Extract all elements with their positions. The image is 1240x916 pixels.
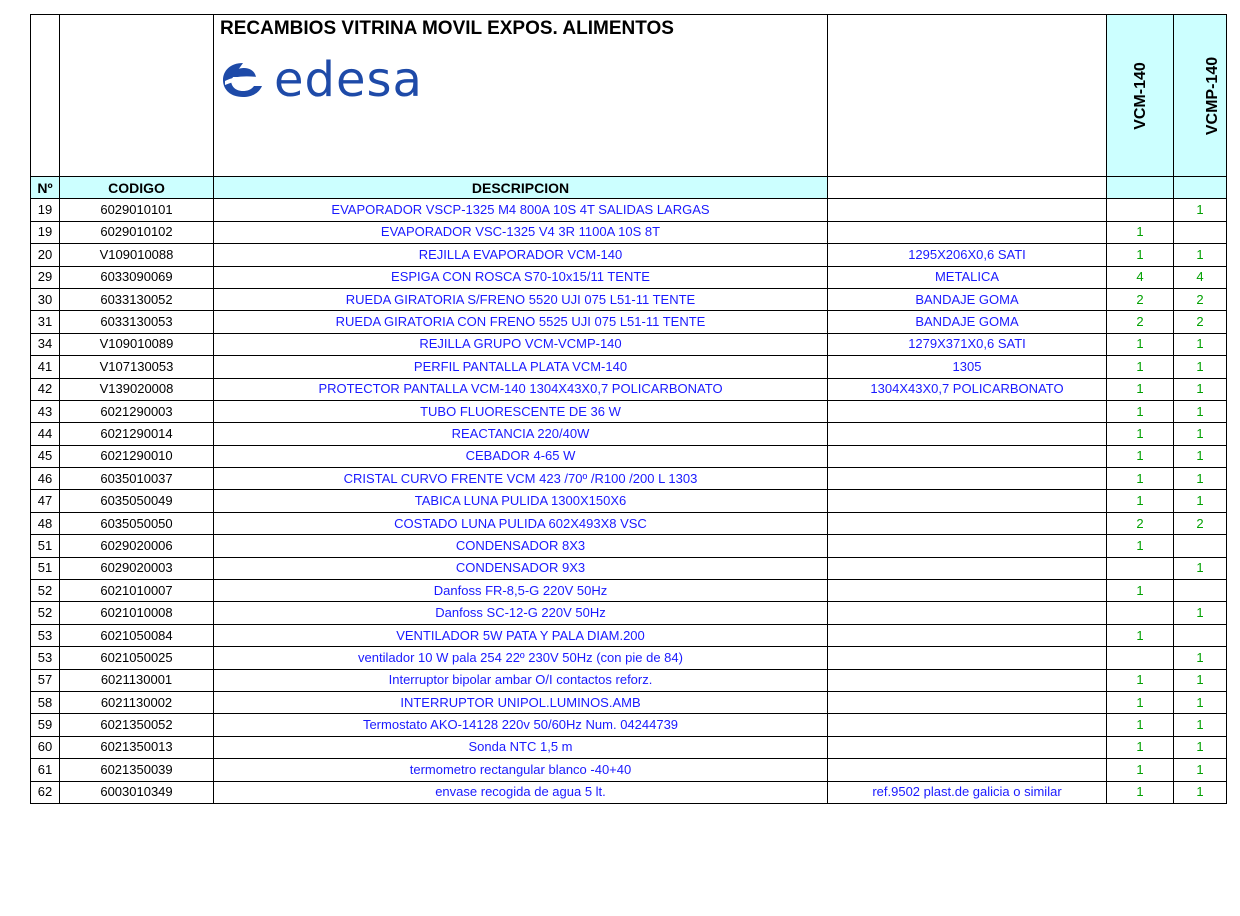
table-row — [31, 221, 1227, 243]
row-qty-vcm: 2 — [1107, 288, 1174, 310]
row-descripcion: CONDENSADOR 9X3 — [214, 557, 828, 579]
row-qty-vcm: 1 — [1107, 714, 1174, 736]
row-extra: 1295X206X0,6 SATI — [828, 244, 1107, 266]
row-qty-vcm — [1107, 602, 1174, 624]
row-codigo: 6033090069 — [60, 266, 214, 288]
table-row — [31, 580, 1227, 602]
table-row — [31, 490, 1227, 512]
row-number: 62 — [31, 781, 60, 803]
row-extra — [828, 759, 1107, 781]
table-row — [31, 669, 1227, 691]
row-number: 31 — [31, 311, 60, 333]
row-number: 51 — [31, 557, 60, 579]
row-descripcion: INTERRUPTOR UNIPOL.LUMINOS.AMB — [214, 691, 828, 713]
model-header-vcmp — [1174, 15, 1227, 177]
row-descripcion: ESPIGA CON ROSCA S70-10x15/11 TENTE — [214, 266, 828, 288]
row-qty-vcm: 1 — [1107, 535, 1174, 557]
row-qty-vcm: 1 — [1107, 244, 1174, 266]
row-number: 19 — [31, 199, 60, 221]
row-qty-vcmp — [1174, 580, 1227, 602]
row-codigo: 6035010037 — [60, 468, 214, 490]
title-row — [31, 15, 1227, 177]
table-row — [31, 311, 1227, 333]
table-row — [31, 624, 1227, 646]
row-qty-vcmp: 1 — [1174, 781, 1227, 803]
row-descripcion: Interruptor bipolar ambar O/I contactos reforz. — [214, 669, 828, 691]
row-codigo: V109010088 — [60, 244, 214, 266]
row-qty-vcm: 1 — [1107, 580, 1174, 602]
table-row — [31, 691, 1227, 713]
row-qty-vcmp: 1 — [1174, 244, 1227, 266]
row-qty-vcm — [1107, 557, 1174, 579]
row-qty-vcmp: 2 — [1174, 311, 1227, 333]
row-extra — [828, 423, 1107, 445]
row-codigo: 6021350039 — [60, 759, 214, 781]
row-descripcion: CONDENSADOR 8X3 — [214, 535, 828, 557]
row-codigo: 6021290010 — [60, 445, 214, 467]
row-number: 51 — [31, 535, 60, 557]
model-header-vcm — [1107, 15, 1174, 177]
row-codigo: 6033130053 — [60, 311, 214, 333]
row-codigo: 6035050050 — [60, 512, 214, 534]
row-qty-vcm: 1 — [1107, 356, 1174, 378]
table-row — [31, 266, 1227, 288]
title-cell — [214, 15, 828, 177]
row-qty-vcmp: 1 — [1174, 647, 1227, 669]
row-extra — [828, 512, 1107, 534]
row-descripcion: CRISTAL CURVO FRENTE VCM 423 /70º /R100 /200 L 1303 — [214, 468, 828, 490]
row-qty-vcm: 2 — [1107, 512, 1174, 534]
row-codigo: V139020008 — [60, 378, 214, 400]
row-number: 41 — [31, 356, 60, 378]
row-qty-vcm: 1 — [1107, 378, 1174, 400]
row-extra — [828, 490, 1107, 512]
row-number: 43 — [31, 400, 60, 422]
row-qty-vcmp: 1 — [1174, 333, 1227, 355]
logo-wordmark: edesa — [274, 52, 423, 108]
row-extra — [828, 736, 1107, 758]
row-qty-vcmp — [1174, 535, 1227, 557]
header-blank — [828, 177, 1107, 199]
table-row — [31, 647, 1227, 669]
row-number: 19 — [31, 221, 60, 243]
row-number: 29 — [31, 266, 60, 288]
row-descripcion: Sonda NTC 1,5 m — [214, 736, 828, 758]
row-number: 30 — [31, 288, 60, 310]
row-number: 53 — [31, 624, 60, 646]
row-codigo: 6003010349 — [60, 781, 214, 803]
edesa-logo — [220, 52, 827, 108]
row-extra — [828, 445, 1107, 467]
row-qty-vcm: 1 — [1107, 445, 1174, 467]
row-qty-vcmp: 1 — [1174, 445, 1227, 467]
row-qty-vcmp — [1174, 624, 1227, 646]
row-descripcion: ventilador 10 W pala 254 22º 230V 50Hz (con pie de 84) — [214, 647, 828, 669]
row-extra: BANDAJE GOMA — [828, 288, 1107, 310]
row-extra — [828, 647, 1107, 669]
row-extra — [828, 602, 1107, 624]
table-row — [31, 400, 1227, 422]
row-qty-vcmp: 1 — [1174, 490, 1227, 512]
row-number: 58 — [31, 691, 60, 713]
blank-cell — [60, 15, 214, 177]
blank-cell — [31, 15, 60, 177]
row-extra: METALICA — [828, 266, 1107, 288]
row-qty-vcm: 1 — [1107, 781, 1174, 803]
row-qty-vcmp: 1 — [1174, 714, 1227, 736]
row-codigo: 6033130052 — [60, 288, 214, 310]
row-qty-vcmp: 1 — [1174, 468, 1227, 490]
row-descripcion: Danfoss SC-12-G 220V 50Hz — [214, 602, 828, 624]
row-qty-vcm: 1 — [1107, 669, 1174, 691]
row-descripcion: REACTANCIA 220/40W — [214, 423, 828, 445]
row-number: 48 — [31, 512, 60, 534]
row-number: 45 — [31, 445, 60, 467]
row-number: 20 — [31, 244, 60, 266]
row-qty-vcm: 1 — [1107, 736, 1174, 758]
row-codigo: V107130053 — [60, 356, 214, 378]
header-codigo: CODIGO — [60, 177, 214, 199]
table-row — [31, 512, 1227, 534]
table-row — [31, 445, 1227, 467]
row-codigo: 6029020003 — [60, 557, 214, 579]
row-qty-vcm: 1 — [1107, 624, 1174, 646]
row-codigo: 6021290003 — [60, 400, 214, 422]
row-extra: 1305 — [828, 356, 1107, 378]
row-qty-vcmp: 1 — [1174, 691, 1227, 713]
row-extra: ref.9502 plast.de galicia o similar — [828, 781, 1107, 803]
row-codigo: 6029010101 — [60, 199, 214, 221]
row-codigo: 6021050084 — [60, 624, 214, 646]
row-qty-vcmp: 1 — [1174, 356, 1227, 378]
row-qty-vcm: 4 — [1107, 266, 1174, 288]
row-extra — [828, 669, 1107, 691]
row-qty-vcmp: 1 — [1174, 400, 1227, 422]
row-qty-vcmp: 4 — [1174, 266, 1227, 288]
row-extra — [828, 714, 1107, 736]
row-number: 57 — [31, 669, 60, 691]
row-qty-vcm: 1 — [1107, 490, 1174, 512]
row-qty-vcmp: 2 — [1174, 512, 1227, 534]
row-codigo: 6021010007 — [60, 580, 214, 602]
row-codigo: 6021050025 — [60, 647, 214, 669]
row-qty-vcm: 1 — [1107, 691, 1174, 713]
table-row — [31, 333, 1227, 355]
row-codigo: 6021130002 — [60, 691, 214, 713]
row-descripcion: PROTECTOR PANTALLA VCM-140 1304X43X0,7 POLICARBONATO — [214, 378, 828, 400]
table-row — [31, 468, 1227, 490]
blank-cell — [828, 15, 1107, 177]
row-codigo: V109010089 — [60, 333, 214, 355]
row-qty-vcm: 1 — [1107, 423, 1174, 445]
header-descripcion: DESCRIPCION — [214, 177, 828, 199]
row-qty-vcmp: 1 — [1174, 378, 1227, 400]
row-number: 46 — [31, 468, 60, 490]
row-codigo: 6021130001 — [60, 669, 214, 691]
row-extra: 1279X371X0,6 SATI — [828, 333, 1107, 355]
row-qty-vcmp: 1 — [1174, 759, 1227, 781]
row-extra: 1304X43X0,7 POLICARBONATO — [828, 378, 1107, 400]
row-descripcion: VENTILADOR 5W PATA Y PALA DIAM.200 — [214, 624, 828, 646]
row-qty-vcm: 1 — [1107, 400, 1174, 422]
row-descripcion: Danfoss FR-8,5-G 220V 50Hz — [214, 580, 828, 602]
row-number: 52 — [31, 602, 60, 624]
column-header-row — [31, 177, 1227, 199]
row-qty-vcmp: 1 — [1174, 199, 1227, 221]
row-qty-vcmp — [1174, 221, 1227, 243]
table-row — [31, 557, 1227, 579]
row-qty-vcm — [1107, 647, 1174, 669]
row-number: 42 — [31, 378, 60, 400]
row-number: 47 — [31, 490, 60, 512]
table-row — [31, 781, 1227, 803]
row-extra — [828, 400, 1107, 422]
row-qty-vcm: 1 — [1107, 468, 1174, 490]
row-codigo: 6021350013 — [60, 736, 214, 758]
row-descripcion: termometro rectangular blanco -40+40 — [214, 759, 828, 781]
row-descripcion: REJILLA GRUPO VCM-VCMP-140 — [214, 333, 828, 355]
row-number: 53 — [31, 647, 60, 669]
row-extra — [828, 624, 1107, 646]
row-qty-vcmp: 2 — [1174, 288, 1227, 310]
row-extra — [828, 580, 1107, 602]
table-row — [31, 535, 1227, 557]
row-descripcion: EVAPORADOR VSCP-1325 M4 800A 10S 4T SALIDAS LARGAS — [214, 199, 828, 221]
row-qty-vcmp: 1 — [1174, 669, 1227, 691]
row-descripcion: CEBADOR 4-65 W — [214, 445, 828, 467]
table-row — [31, 199, 1227, 221]
row-qty-vcm: 1 — [1107, 333, 1174, 355]
table-row — [31, 288, 1227, 310]
table-row — [31, 244, 1227, 266]
row-descripcion: TUBO FLUORESCENTE DE 36 W — [214, 400, 828, 422]
model-label-vcm: VCM-140 — [1131, 61, 1149, 130]
row-extra — [828, 221, 1107, 243]
row-qty-vcm — [1107, 199, 1174, 221]
header-blank — [1174, 177, 1227, 199]
page-title: RECAMBIOS VITRINA MOVIL EXPOS. ALIMENTOS — [220, 18, 674, 39]
table-row — [31, 736, 1227, 758]
row-extra — [828, 691, 1107, 713]
row-number: 44 — [31, 423, 60, 445]
row-codigo: 6021010008 — [60, 602, 214, 624]
row-extra — [828, 199, 1107, 221]
row-descripcion: RUEDA GIRATORIA CON FRENO 5525 UJI 075 L51-11 TENTE — [214, 311, 828, 333]
row-descripcion: RUEDA GIRATORIA S/FRENO 5520 UJI 075 L51-11 TENTE — [214, 288, 828, 310]
row-qty-vcm: 1 — [1107, 759, 1174, 781]
row-descripcion: REJILLA EVAPORADOR VCM-140 — [214, 244, 828, 266]
row-codigo: 6021290014 — [60, 423, 214, 445]
table-row — [31, 378, 1227, 400]
row-extra — [828, 535, 1107, 557]
row-qty-vcmp: 1 — [1174, 557, 1227, 579]
row-number: 52 — [31, 580, 60, 602]
parts-table — [30, 14, 1227, 804]
table-row — [31, 423, 1227, 445]
row-qty-vcmp: 1 — [1174, 423, 1227, 445]
row-qty-vcmp: 1 — [1174, 736, 1227, 758]
row-number: 61 — [31, 759, 60, 781]
row-descripcion: Termostato AKO-14128 220v 50/60Hz Num. 04244739 — [214, 714, 828, 736]
row-codigo: 6029020006 — [60, 535, 214, 557]
header-n: Nº — [31, 177, 60, 199]
table-row — [31, 714, 1227, 736]
model-label-vcmp: VCMP-140 — [1204, 56, 1222, 135]
row-descripcion: TABICA LUNA PULIDA 1300X150X6 — [214, 490, 828, 512]
row-number: 59 — [31, 714, 60, 736]
row-descripcion: envase recogida de agua 5 lt. — [214, 781, 828, 803]
row-codigo: 6029010102 — [60, 221, 214, 243]
row-qty-vcm: 1 — [1107, 221, 1174, 243]
row-qty-vcmp: 1 — [1174, 602, 1227, 624]
table-row — [31, 356, 1227, 378]
table-row — [31, 602, 1227, 624]
row-extra — [828, 468, 1107, 490]
row-number: 34 — [31, 333, 60, 355]
row-descripcion: EVAPORADOR VSC-1325 V4 3R 1100A 10S 8T — [214, 221, 828, 243]
row-number: 60 — [31, 736, 60, 758]
table-row — [31, 759, 1227, 781]
header-blank — [1107, 177, 1174, 199]
row-descripcion: PERFIL PANTALLA PLATA VCM-140 — [214, 356, 828, 378]
row-extra — [828, 557, 1107, 579]
row-codigo: 6021350052 — [60, 714, 214, 736]
edesa-swoosh-icon — [220, 59, 266, 101]
row-descripcion: COSTADO LUNA PULIDA 602X493X8 VSC — [214, 512, 828, 534]
row-codigo: 6035050049 — [60, 490, 214, 512]
row-qty-vcm: 2 — [1107, 311, 1174, 333]
row-extra: BANDAJE GOMA — [828, 311, 1107, 333]
